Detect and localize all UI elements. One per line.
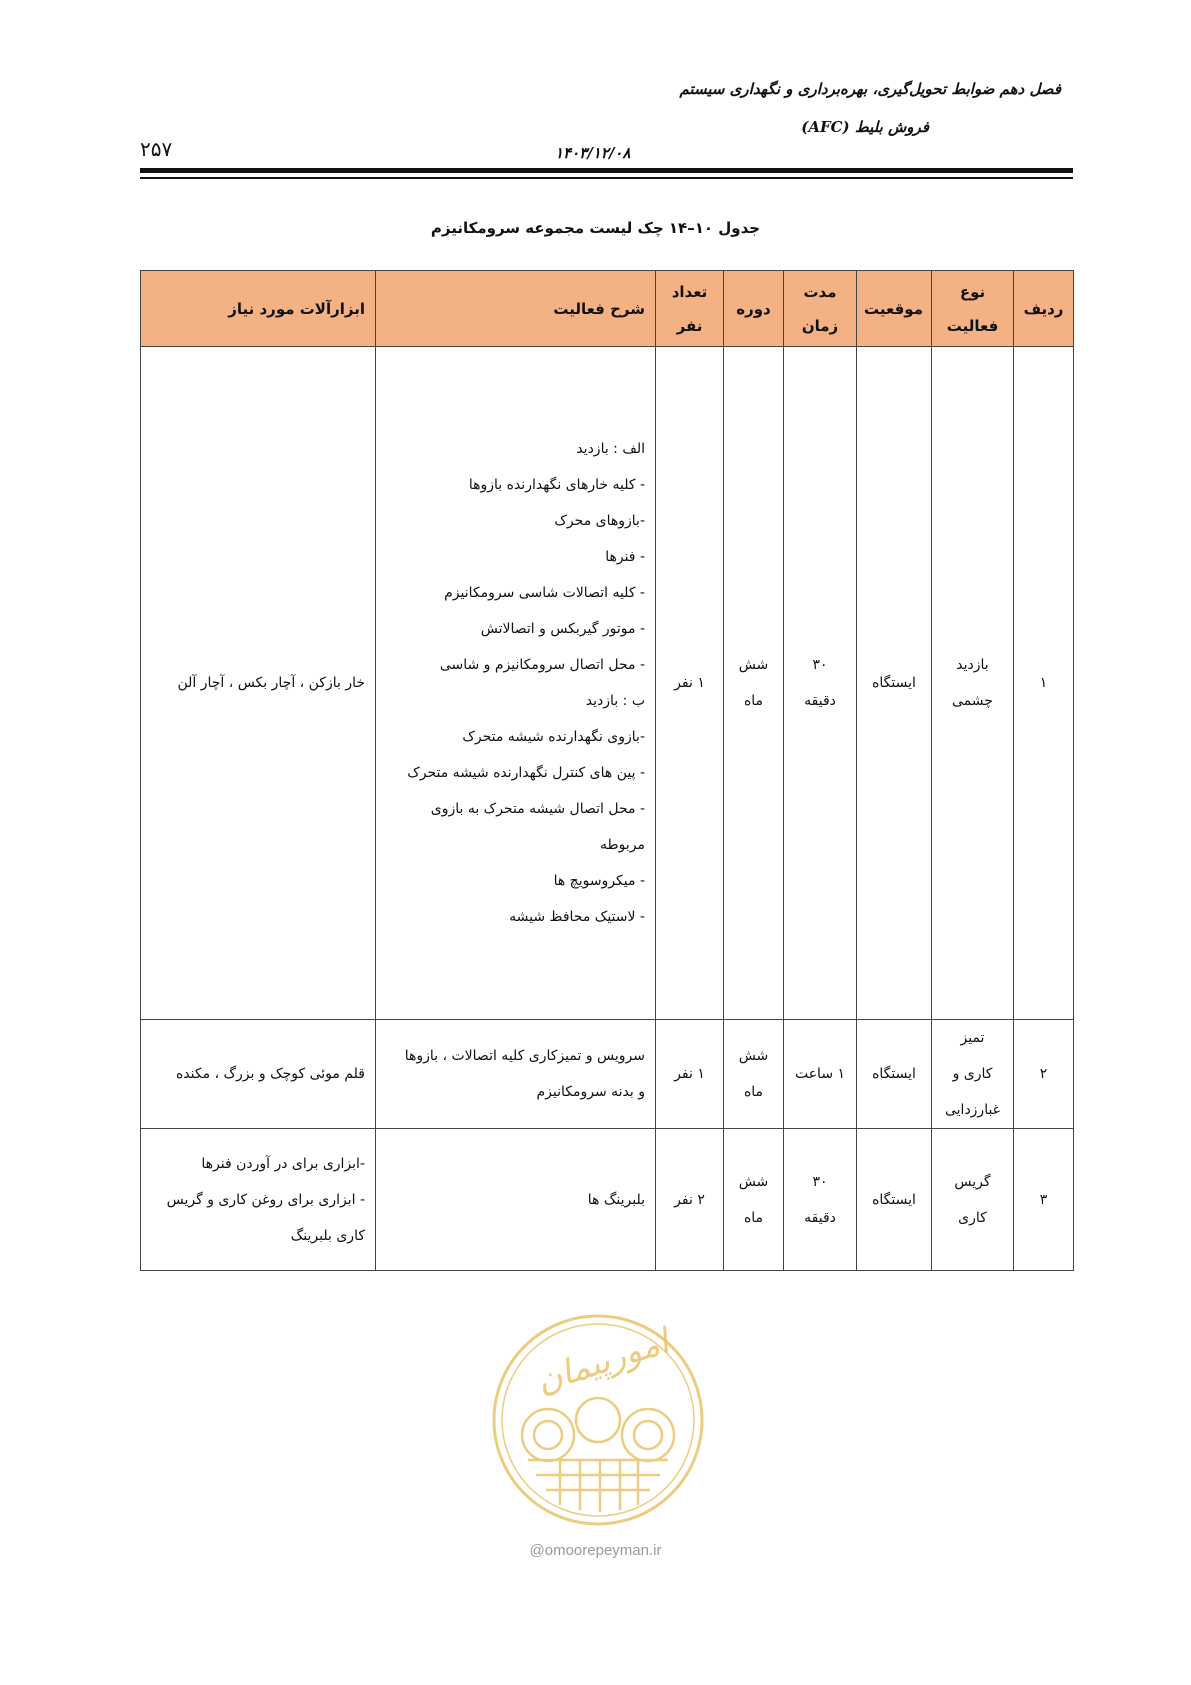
cell-period-line: شش xyxy=(738,657,769,673)
cell-activity-type-line: کاری و xyxy=(952,1066,993,1082)
page-number: ۲۵۷ xyxy=(140,137,173,161)
activity-line: -بازوهای محرک xyxy=(554,513,645,529)
header-rule-thick xyxy=(140,168,1073,173)
header-activity-type-line2: فعالیت xyxy=(946,316,999,335)
watermark-logo-lettering: امورپیمان xyxy=(531,1321,674,1402)
chapter-title: فصل دهم ضوابط تحویل‌گیری، بهره‌برداری و نگهداری سیستم xyxy=(679,80,1061,98)
cell-location: ایستگاه xyxy=(857,347,932,1020)
checklist-table xyxy=(140,270,1074,1271)
cell-staff-count: ۱ نفر xyxy=(656,347,724,1020)
cell-period-line: ماه xyxy=(743,693,764,709)
header-staff-count-line2: نفر xyxy=(676,316,703,335)
cell-period-line: شش xyxy=(738,1173,769,1190)
cell-activity-type xyxy=(932,1129,1014,1271)
tools-line: - ابزاری برای روغن کاری و گریس xyxy=(166,1191,365,1208)
cell-activity-description: بلبرینگ ها xyxy=(376,1129,656,1271)
cell-period-line: شش xyxy=(738,1048,769,1064)
header-activity-description: شرح فعالیت xyxy=(376,271,656,347)
table-header-row xyxy=(141,271,1074,347)
tools-line: -ابزاری برای در آوردن فنرها xyxy=(201,1155,365,1172)
cell-activity-type-line: تمیز xyxy=(960,1030,985,1046)
header-period: دوره xyxy=(724,271,784,347)
cell-staff-count: ۲ نفر xyxy=(656,1129,724,1271)
activity-line: - پین های کنترل نگهدارنده شیشه متحرک xyxy=(407,765,645,781)
table-row xyxy=(141,1020,1074,1129)
cell-activity-type xyxy=(932,347,1014,1020)
cell-period-line: ماه xyxy=(743,1209,764,1226)
cell-row-number: ۱ xyxy=(1014,347,1074,1020)
header-rule-thin xyxy=(140,177,1073,179)
header-duration xyxy=(784,271,857,347)
activity-line: مربوطه xyxy=(599,837,645,853)
cell-location: ایستگاه xyxy=(857,1020,932,1129)
header-location: موقعیت xyxy=(857,271,932,347)
header-activity-type-line1: نوع xyxy=(959,282,986,301)
header-staff-count-line1: تعداد xyxy=(671,282,708,301)
activity-line: - کلیه خارهای نگهدارنده بازوها xyxy=(468,477,645,493)
cell-staff-count: ۱ نفر xyxy=(656,1020,724,1129)
cell-period xyxy=(724,1129,784,1271)
header-date: ۱۴۰۳/۱۲/۰۸ xyxy=(555,144,631,162)
cell-duration xyxy=(784,1129,857,1271)
cell-duration xyxy=(784,347,857,1020)
cell-activity-description xyxy=(376,1020,656,1129)
cell-activity-type-line: کاری xyxy=(958,1209,987,1226)
cell-location: ایستگاه xyxy=(857,1129,932,1271)
activity-line: سرویس و تمیزکاری کلیه اتصالات ، بازوها xyxy=(404,1048,645,1064)
cell-period xyxy=(724,347,784,1020)
cell-activity-type-line: چشمی xyxy=(952,693,993,709)
activity-line: - موتور گیربکس و اتصالاتش xyxy=(480,621,645,637)
activity-line: الف : بازدید xyxy=(576,441,645,457)
activity-line: و بدنه سرومکانیزم xyxy=(536,1084,645,1100)
activity-line: - کلیه اتصالات شاسی سرومکانیزم xyxy=(444,585,645,601)
table-row xyxy=(141,1129,1074,1271)
cell-row-number: ۲ xyxy=(1014,1020,1074,1129)
cell-period xyxy=(724,1020,784,1129)
table-row xyxy=(141,347,1074,1020)
cell-activity-type-line: گریس xyxy=(954,1173,991,1190)
activity-line: - محل اتصال شیشه متحرک به بازوی xyxy=(430,801,645,817)
table-caption: جدول ۱۰–۱۴ چک لیست مجموعه سرومکانیزم xyxy=(430,219,761,237)
chapter-subtitle: فروش بلیط (AFC) xyxy=(801,118,929,136)
header-duration-line1: مدت xyxy=(803,282,837,301)
activity-line: - محل اتصال سرومکانیزم و شاسی xyxy=(439,657,645,673)
activity-line: - میکروسویچ ها xyxy=(553,873,645,889)
cell-duration: ۱ ساعت xyxy=(784,1020,857,1129)
cell-required-tools xyxy=(141,1129,376,1271)
header-required-tools: ابزارآلات مورد نیاز xyxy=(141,271,376,347)
activity-line: - فنرها xyxy=(605,549,645,565)
cell-row-number: ۳ xyxy=(1014,1129,1074,1271)
activity-list xyxy=(382,431,645,935)
header-staff-count xyxy=(656,271,724,347)
cell-required-tools: قلم موئی کوچک و بزرگ ، مکنده xyxy=(141,1020,376,1129)
cell-duration-line: ۳۰ xyxy=(812,1173,828,1190)
cell-duration-line: دقیقه xyxy=(804,693,836,709)
cell-period-line: ماه xyxy=(743,1084,764,1100)
activity-line: -بازوی نگهدارنده شیشه متحرک xyxy=(462,729,645,745)
cell-duration-line: دقیقه xyxy=(804,1209,836,1226)
cell-activity-type xyxy=(932,1020,1014,1129)
activity-line: ب : بازدید xyxy=(585,693,645,709)
cell-activity-description xyxy=(376,347,656,1020)
header-activity-type xyxy=(932,271,1014,347)
header-duration-line2: زمان xyxy=(801,316,839,335)
cell-activity-type-line: غبارزدایی xyxy=(944,1102,1001,1118)
activity-line: - لاستیک محافظ شیشه xyxy=(509,909,645,925)
cell-duration-line: ۳۰ xyxy=(812,657,828,673)
header-row-number: ردیف xyxy=(1014,271,1074,347)
watermark-site: @omoorepeyman.ir xyxy=(529,1542,662,1559)
cell-required-tools: خار بازکن ، آچار بکس ، آچار آلن xyxy=(141,347,376,1020)
watermark-logo xyxy=(488,1310,708,1530)
cell-activity-type-line: بازدید xyxy=(956,657,989,673)
tools-line: کاری بلبرینگ xyxy=(290,1227,365,1244)
